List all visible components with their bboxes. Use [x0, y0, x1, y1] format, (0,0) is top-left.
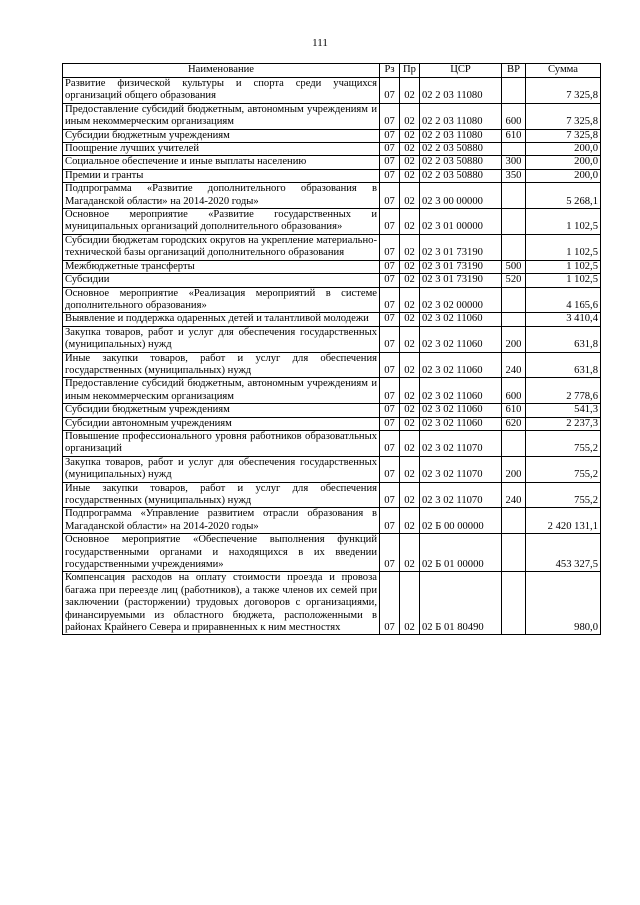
cell-name: Подпрограмма «Управление развитием отрасли образования в Магаданской области» на 2014-2020 годы»: [63, 508, 380, 534]
cell-rz: 07: [380, 156, 400, 169]
cell-rz: 07: [380, 287, 400, 313]
cell-rz: 07: [380, 326, 400, 352]
cell-csr: 02 3 02 11070: [420, 456, 502, 482]
cell-rz: 07: [380, 143, 400, 156]
cell-csr: 02 Б 01 00000: [420, 534, 502, 572]
cell-pr: 02: [400, 508, 420, 534]
cell-vr: 200: [502, 326, 526, 352]
cell-sum: 1 102,5: [526, 260, 601, 273]
col-header-sum: Сумма: [526, 64, 601, 78]
table-row: [63, 183, 601, 209]
cell-rz: 07: [380, 508, 400, 534]
cell-sum: 2 420 131,1: [526, 508, 601, 534]
cell-name: Иные закупки товаров, работ и услуг для обеспечения государственных (муниципальных) нужд: [63, 482, 380, 508]
table-row: [63, 326, 601, 352]
cell-sum: 631,8: [526, 352, 601, 378]
cell-rz: 07: [380, 260, 400, 273]
cell-name: Закупка товаров, работ и услуг для обеспечения государственных (муниципальных) нужд: [63, 456, 380, 482]
cell-pr: 02: [400, 404, 420, 417]
table-row: [63, 103, 601, 129]
cell-sum: 541,3: [526, 404, 601, 417]
cell-sum: 200,0: [526, 143, 601, 156]
cell-name: Премии и гранты: [63, 169, 380, 182]
cell-rz: 07: [380, 417, 400, 430]
cell-pr: 02: [400, 143, 420, 156]
cell-pr: 02: [400, 352, 420, 378]
cell-rz: 07: [380, 534, 400, 572]
cell-vr: 610: [502, 404, 526, 417]
cell-sum: 1 102,5: [526, 209, 601, 235]
col-header-vr: ВР: [502, 64, 526, 78]
cell-csr: 02 3 02 11060: [420, 326, 502, 352]
cell-pr: 02: [400, 378, 420, 404]
table-row: [63, 234, 601, 260]
cell-vr: 240: [502, 352, 526, 378]
page-number: 111: [312, 37, 328, 49]
cell-sum: 7 325,8: [526, 103, 601, 129]
cell-vr: 600: [502, 378, 526, 404]
cell-name: Социальное обеспечение и иные выплаты населению: [63, 156, 380, 169]
table-row: [63, 417, 601, 430]
cell-name: Предоставление субсидий бюджетным, автономным учреждениям и иным некоммерческим организациям: [63, 103, 380, 129]
col-header-pr: Пр: [400, 64, 420, 78]
cell-vr: 300: [502, 156, 526, 169]
cell-sum: 631,8: [526, 326, 601, 352]
cell-vr: 620: [502, 417, 526, 430]
cell-name: Развитие физической культуры и спорта среди учащихся организаций общего образования: [63, 78, 380, 104]
cell-csr: 02 3 02 11060: [420, 352, 502, 378]
cell-sum: 200,0: [526, 169, 601, 182]
cell-sum: 1 102,5: [526, 234, 601, 260]
cell-name: Выявление и поддержка одаренных детей и талантливой молодежи: [63, 313, 380, 326]
table-row: [63, 274, 601, 287]
cell-rz: 07: [380, 274, 400, 287]
cell-csr: 02 3 01 00000: [420, 209, 502, 235]
cell-name: Закупка товаров, работ и услуг для обеспечения государственных (муниципальных) нужд: [63, 326, 380, 352]
cell-rz: 07: [380, 129, 400, 142]
cell-pr: 02: [400, 78, 420, 104]
cell-pr: 02: [400, 287, 420, 313]
cell-sum: 7 325,8: [526, 129, 601, 142]
cell-pr: 02: [400, 183, 420, 209]
cell-vr: 240: [502, 482, 526, 508]
col-header-csr: ЦСР: [420, 64, 502, 78]
cell-name: Основное мероприятие «Обеспечение выполнения функций государственными органами и находящихся в их введении государственными учреждениями»: [63, 534, 380, 572]
cell-sum: 5 268,1: [526, 183, 601, 209]
cell-pr: 02: [400, 274, 420, 287]
cell-csr: 02 3 02 11060: [420, 313, 502, 326]
cell-sum: 453 327,5: [526, 534, 601, 572]
cell-csr: 02 3 01 73190: [420, 234, 502, 260]
cell-rz: 07: [380, 430, 400, 456]
cell-vr: [502, 508, 526, 534]
cell-name: Поощрение лучших учителей: [63, 143, 380, 156]
cell-pr: 02: [400, 534, 420, 572]
cell-rz: 07: [380, 404, 400, 417]
cell-vr: [502, 313, 526, 326]
cell-vr: 200: [502, 456, 526, 482]
cell-vr: [502, 572, 526, 635]
cell-name: Предоставление субсидий бюджетным, автономным учреждениям и иным некоммерческим организациям: [63, 378, 380, 404]
cell-csr: 02 2 03 11080: [420, 78, 502, 104]
cell-vr: [502, 209, 526, 235]
cell-vr: 600: [502, 103, 526, 129]
cell-rz: 07: [380, 169, 400, 182]
table-row: [63, 78, 601, 104]
cell-sum: 3 410,4: [526, 313, 601, 326]
cell-rz: 07: [380, 313, 400, 326]
cell-pr: 02: [400, 156, 420, 169]
cell-vr: [502, 534, 526, 572]
cell-vr: [502, 143, 526, 156]
col-header-rz: Рз: [380, 64, 400, 78]
cell-csr: 02 2 03 11080: [420, 129, 502, 142]
cell-sum: 1 102,5: [526, 274, 601, 287]
table-row: [63, 378, 601, 404]
cell-pr: 02: [400, 234, 420, 260]
table-row: [63, 287, 601, 313]
col-header-name: Наименование: [63, 64, 380, 78]
budget-table: [62, 63, 601, 635]
cell-rz: 07: [380, 572, 400, 635]
cell-name: Иные закупки товаров, работ и услуг для обеспечения государственных (муниципальных) нужд: [63, 352, 380, 378]
cell-vr: 500: [502, 260, 526, 273]
cell-sum: 200,0: [526, 156, 601, 169]
cell-sum: 980,0: [526, 572, 601, 635]
cell-rz: 07: [380, 352, 400, 378]
cell-csr: 02 3 02 11070: [420, 430, 502, 456]
cell-rz: 07: [380, 482, 400, 508]
table-row: [63, 572, 601, 635]
cell-name: Основное мероприятие «Реализация мероприятий в системе дополнительного образования»: [63, 287, 380, 313]
cell-name: Субсидии бюджетным учреждениям: [63, 404, 380, 417]
cell-csr: 02 3 02 00000: [420, 287, 502, 313]
table-row: [63, 404, 601, 417]
cell-sum: 7 325,8: [526, 78, 601, 104]
cell-name: Субсидии автономным учреждениям: [63, 417, 380, 430]
cell-name: Подпрограмма «Развитие дополнительного образования в Магаданской области» на 2014-2020 годы»: [63, 183, 380, 209]
cell-pr: 02: [400, 129, 420, 142]
cell-pr: 02: [400, 417, 420, 430]
cell-pr: 02: [400, 313, 420, 326]
cell-name: Межбюджетные трансферты: [63, 260, 380, 273]
cell-name: Повышение профессионального уровня работников образоватльных организаций: [63, 430, 380, 456]
cell-rz: 07: [380, 209, 400, 235]
cell-vr: 350: [502, 169, 526, 182]
table-row: [63, 156, 601, 169]
table-row: [63, 482, 601, 508]
table-row: [63, 430, 601, 456]
table-row: [63, 169, 601, 182]
cell-csr: 02 2 03 50880: [420, 143, 502, 156]
cell-csr: 02 Б 01 80490: [420, 572, 502, 635]
table-row: [63, 209, 601, 235]
cell-vr: 610: [502, 129, 526, 142]
cell-vr: 520: [502, 274, 526, 287]
cell-pr: 02: [400, 572, 420, 635]
cell-csr: 02 Б 00 00000: [420, 508, 502, 534]
table-row: [63, 456, 601, 482]
cell-pr: 02: [400, 430, 420, 456]
cell-csr: 02 3 02 11060: [420, 378, 502, 404]
cell-csr: 02 3 02 11070: [420, 482, 502, 508]
cell-rz: 07: [380, 78, 400, 104]
cell-pr: 02: [400, 482, 420, 508]
cell-sum: 2 237,3: [526, 417, 601, 430]
cell-rz: 07: [380, 103, 400, 129]
cell-pr: 02: [400, 103, 420, 129]
table-row: [63, 313, 601, 326]
cell-rz: 07: [380, 183, 400, 209]
cell-vr: [502, 234, 526, 260]
cell-csr: 02 3 01 73190: [420, 260, 502, 273]
cell-csr: 02 2 03 50880: [420, 156, 502, 169]
table-row: [63, 129, 601, 142]
cell-vr: [502, 430, 526, 456]
cell-csr: 02 2 03 11080: [420, 103, 502, 129]
cell-csr: 02 3 01 73190: [420, 274, 502, 287]
cell-vr: [502, 183, 526, 209]
cell-name: Субсидии бюджетам городских округов на укрепление материально-технической базы организаций дополнительного образования: [63, 234, 380, 260]
cell-sum: 755,2: [526, 482, 601, 508]
cell-vr: [502, 78, 526, 104]
cell-sum: 4 165,6: [526, 287, 601, 313]
cell-sum: 755,2: [526, 456, 601, 482]
cell-rz: 07: [380, 378, 400, 404]
cell-vr: [502, 287, 526, 313]
table-row: [63, 508, 601, 534]
cell-csr: 02 3 00 00000: [420, 183, 502, 209]
table-header-row: [63, 64, 601, 78]
cell-sum: 2 778,6: [526, 378, 601, 404]
cell-pr: 02: [400, 169, 420, 182]
cell-pr: 02: [400, 260, 420, 273]
cell-name: Компенсация расходов на оплату стоимости проезда и провоза багажа при переезде лиц (работников), а также членов их семей при заключении (расторжении) трудовых договоров с организациями, финансируемыми из областного бюджета, расположенными в районах Крайнего Севера и приравненных к ним местностях: [63, 572, 380, 635]
cell-name: Основное мероприятие «Развитие государственных и муниципальных организаций дополнительного образования»: [63, 209, 380, 235]
table-row: [63, 534, 601, 572]
cell-csr: 02 3 02 11060: [420, 417, 502, 430]
cell-pr: 02: [400, 209, 420, 235]
cell-pr: 02: [400, 456, 420, 482]
cell-name: Субсидии: [63, 274, 380, 287]
cell-rz: 07: [380, 234, 400, 260]
cell-sum: 755,2: [526, 430, 601, 456]
cell-name: Субсидии бюджетным учреждениям: [63, 129, 380, 142]
table-row: [63, 143, 601, 156]
cell-csr: 02 2 03 50880: [420, 169, 502, 182]
table-row: [63, 260, 601, 273]
table-row: [63, 352, 601, 378]
cell-rz: 07: [380, 456, 400, 482]
cell-csr: 02 3 02 11060: [420, 404, 502, 417]
cell-pr: 02: [400, 326, 420, 352]
